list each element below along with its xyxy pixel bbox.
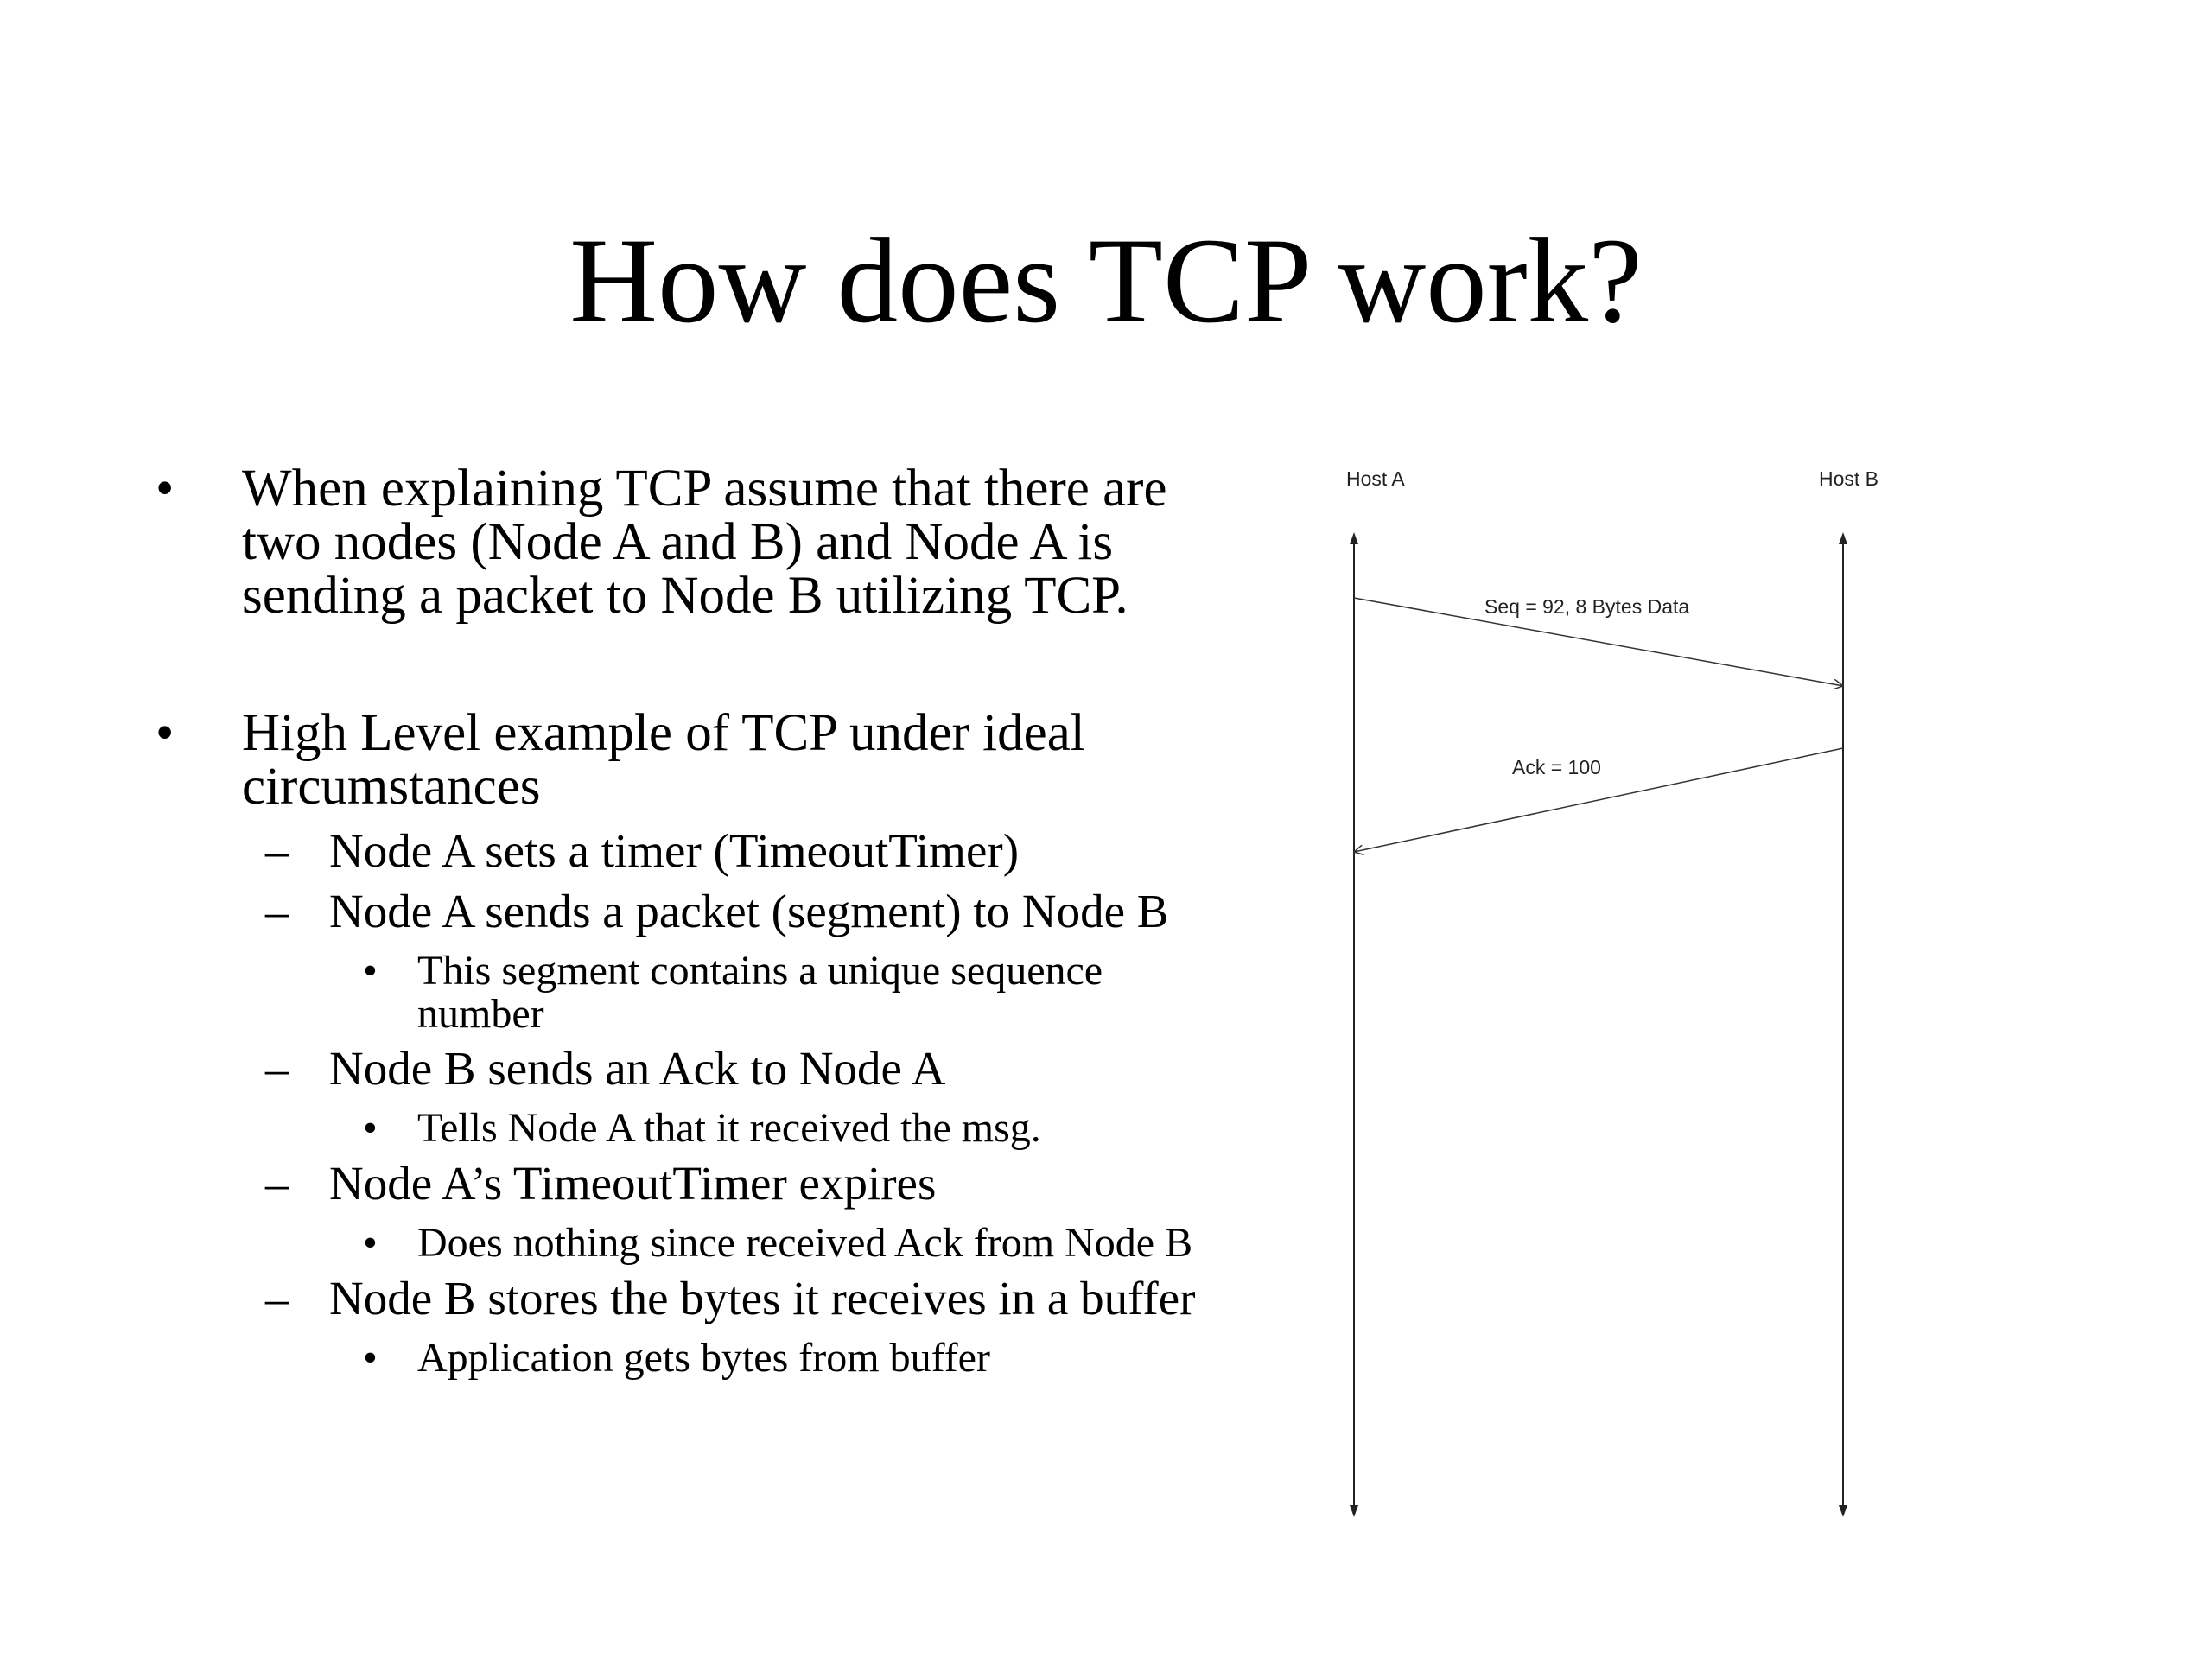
tcp-sequence-diagram — [1296, 449, 1953, 1538]
sub-item-4-detail: Does nothing since received Ack from Node B — [417, 1220, 1193, 1266]
seq-message-label: Seq = 92, 8 Bytes Data — [1484, 595, 1690, 618]
host-a-label: Host A — [1346, 467, 1405, 490]
sub-item-1: Node A sets a timer (TimeoutTimer) — [329, 824, 1020, 877]
sub-bullet-marker: – — [265, 885, 289, 937]
sub-sub-bullet-marker: • — [363, 1105, 378, 1151]
sequence-diagram-svg — [1296, 449, 1953, 1538]
bullet-marker: • — [156, 704, 175, 762]
host-a-lifeline-top-arrow — [1350, 532, 1358, 544]
ack-message-label: Ack = 100 — [1512, 756, 1601, 778]
bullet-marker: • — [156, 460, 175, 518]
sub-item-2: Node A sends a packet (segment) to Node B — [329, 885, 1169, 937]
sub-item-3-detail: Tells Node A that it received the msg. — [417, 1105, 1041, 1151]
sub-item-4: Node A’s TimeoutTimer expires — [329, 1157, 937, 1210]
host-b-label: Host B — [1819, 467, 1879, 490]
sub-bullet-marker: – — [265, 1272, 289, 1324]
bullet-1-line-1: When explaining TCP assume that there are — [242, 460, 1167, 518]
bullet-list — [156, 0, 1305, 1658]
host-b-lifeline-top-arrow — [1839, 532, 1847, 544]
sub-item-3: Node B sends an Ack to Node A — [329, 1042, 946, 1095]
sub-sub-bullet-marker: • — [363, 1335, 378, 1381]
sub-item-5: Node B stores the bytes it receives in a buffer — [329, 1272, 1196, 1324]
sub-item-2-detail-line-2: number — [417, 991, 544, 1037]
sub-item-5-detail: Application gets bytes from buffer — [417, 1335, 990, 1381]
sub-bullet-marker: – — [265, 824, 289, 877]
slide-title: How does TCP work? — [569, 213, 1643, 348]
host-b-lifeline-bottom-arrow — [1839, 1505, 1847, 1517]
sub-bullet-marker: – — [265, 1157, 289, 1210]
bullet-2-line-1: High Level example of TCP under ideal — [242, 704, 1085, 762]
bullet-2-line-2: circumstances — [242, 758, 541, 816]
bullet-1-line-3: sending a packet to Node B utilizing TCP. — [242, 567, 1128, 625]
sub-sub-bullet-marker: • — [363, 1220, 378, 1266]
host-a-lifeline-bottom-arrow — [1350, 1505, 1358, 1517]
sub-sub-bullet-marker: • — [363, 948, 378, 994]
sub-item-2-detail-line-1: This segment contains a unique sequence — [417, 948, 1103, 994]
sub-bullet-marker: – — [265, 1042, 289, 1095]
bullet-1-line-2: two nodes (Node A and B) and Node A is — [242, 513, 1114, 571]
